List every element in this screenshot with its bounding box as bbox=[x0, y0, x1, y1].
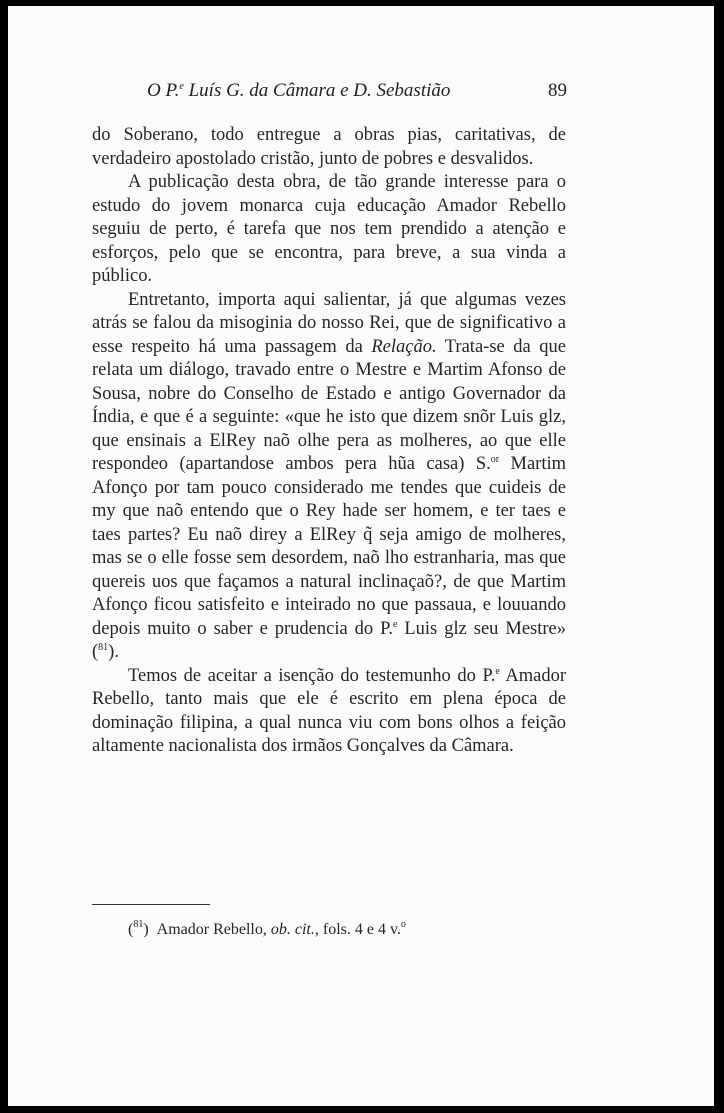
paragraph-4-text-a: Temos de aceitar a isenção do testemunho do P. bbox=[128, 665, 496, 686]
running-head bbox=[147, 80, 567, 102]
book-page bbox=[8, 6, 714, 1106]
paragraph-3-text-e: ). bbox=[108, 642, 119, 662]
header-title-p: O P. bbox=[147, 80, 180, 101]
paragraph-4 bbox=[92, 665, 566, 759]
header-title-rest: Luís G. da Câmara e D. Sebastião bbox=[183, 80, 451, 101]
paragraph-3-italic: Relação. bbox=[371, 336, 437, 357]
paragraph-3-text-d: Luis glz seu Mestre» ( bbox=[92, 618, 566, 662]
page-number: 89 bbox=[548, 80, 567, 101]
superscript-e: e bbox=[495, 665, 500, 677]
paragraph-4-text-b: Amador Rebello, tanto mais que ele é escrito em plena época de dominação filipina, a qual nunca viu com bons olhos a feição altamente nacionalista dos irmãos Gonçalves da Câmara. bbox=[92, 665, 566, 756]
header-title-superscript: e bbox=[179, 81, 184, 92]
footnote-number: 81 bbox=[133, 919, 144, 930]
body-text bbox=[92, 124, 566, 759]
paragraph-1: do Soberano, todo entregue a obras pias, caritativas, de verdadeiro apostolado cristão, junto de pobres e desvalidos. bbox=[92, 125, 566, 169]
paragraph-3-text-a: Entretanto, importa aqui salientar, já que algumas vezes atrás se falou da misoginia do nosso Rei, que de significativo a esse respeito há uma passagem da bbox=[92, 289, 566, 357]
footnote-close: ) bbox=[143, 921, 149, 938]
footnote-superscript: o bbox=[400, 919, 406, 930]
paragraph-3-text-c: Martim Afonço por tam pouco considerado me tendes que cuideis de my que naõ entendo que o Rey hade ser homem, e ter taes e taes partes? Eu naõ direy a ElRey q̃ seja amigo de molheres, mas se o elle fosse sem desordem, naõ lho estranharia, mas que quereis uos que façamos a natural inclinaçaõ?, de que Martim Afonço ficou satisfeito e inteirado no que passaua, e louuando depois muito o saber e prudencia do P. bbox=[92, 454, 566, 639]
paragraph-3-text-b: Trata-se da que relata um diálogo, travado entre o Mestre e Martim Afonso de Sousa, nobre do Conselho de Estado e antigo Governador da Índia, e que é a seguinte: «que he isto que dizem snõr Luis glz, que ensinais a ElRey naõ olhe pera as molheres, ao que elle respondeo (apartandose ambos pera hũa casa) S. bbox=[92, 336, 566, 474]
footnote bbox=[128, 921, 406, 939]
footnote-italic: ob. cit., bbox=[270, 921, 319, 938]
superscript-or: or bbox=[490, 454, 500, 465]
superscript-e: e bbox=[392, 618, 398, 630]
footnote-divider bbox=[92, 904, 210, 905]
footnote-open: ( bbox=[128, 921, 134, 938]
footnote-text-a: Amador Rebello, bbox=[156, 921, 271, 938]
footnote-reference: 81 bbox=[98, 642, 109, 653]
footnote-text-b: fols. 4 e 4 v. bbox=[318, 921, 401, 938]
paragraph-2: A publicação desta obra, de tão grande interesse para o estudo do jovem monarca cuja educação Amador Rebello seguiu de perto, é tarefa que nos tem prendido a atenção e esforços, pelo que se encontra, para breve, a sua vinda a público. bbox=[92, 172, 566, 286]
paragraph-3 bbox=[92, 289, 566, 665]
